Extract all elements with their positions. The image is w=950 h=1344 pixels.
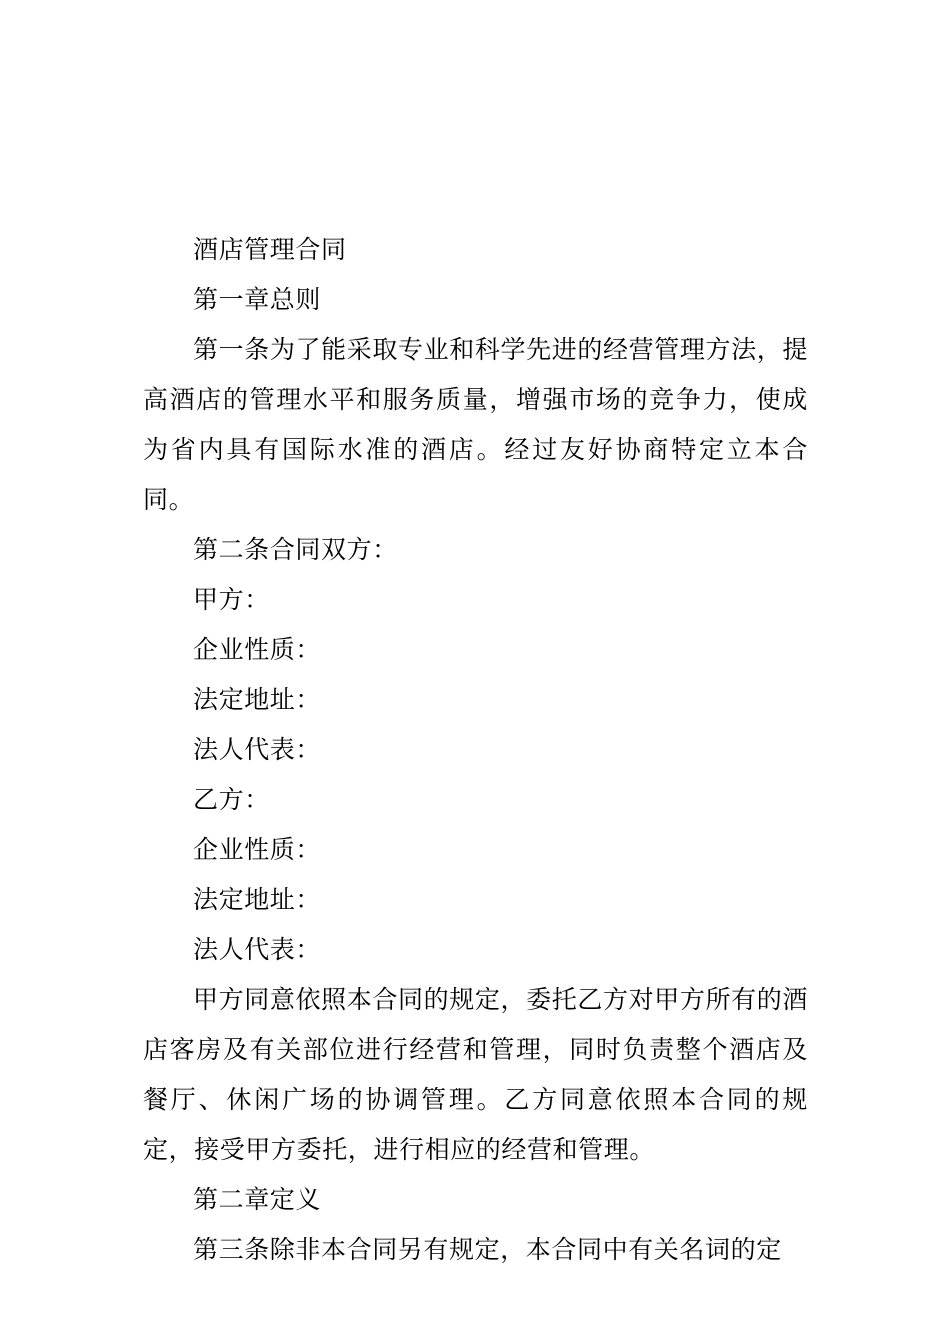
article-paragraph: 第一条为了能采取专业和科学先进的经营管理方法，提高酒店的管理水平和服务质量，增强市场的竞争力，使成为省内具有国际水准的酒店。经过友好协商特定立本合同。 <box>143 335 808 514</box>
article-paragraph: 第三条除非本合同另有规定，本合同中有关名词的定 <box>193 1235 782 1264</box>
party-a-nature: 企业性质： <box>193 635 322 664</box>
party-b-nature: 企业性质： <box>193 835 322 864</box>
document-title: 酒店管理合同 <box>193 235 347 264</box>
party-b-address: 法定地址： <box>193 885 322 914</box>
party-a-representative: 法人代表： <box>193 735 322 764</box>
party-b-representative: 法人代表： <box>193 935 322 964</box>
party-a-label: 甲方： <box>193 585 270 614</box>
party-a-address: 法定地址： <box>193 685 322 714</box>
party-b-label: 乙方： <box>193 785 270 814</box>
chapter-heading: 第二章定义 <box>193 1185 322 1214</box>
document-body <box>143 225 808 1275</box>
agreement-paragraph: 甲方同意依照本合同的规定，委托乙方对甲方所有的酒店客房及有关部位进行经营和管理，同时负责整个酒店及餐厅、休闲广场的协调管理。乙方同意依照本合同的规定，接受甲方委托，进行相应的经营和管理。 <box>143 985 808 1164</box>
article-paragraph: 第二条合同双方： <box>193 535 398 564</box>
chapter-heading: 第一章总则 <box>193 285 322 314</box>
